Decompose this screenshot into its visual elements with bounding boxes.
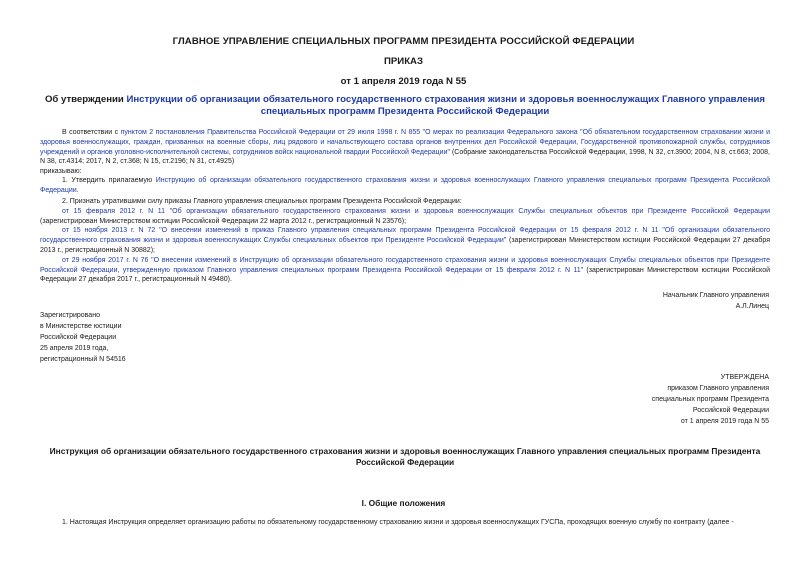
- decree-link[interactable]: пунктом 2 постановления Правительства Российской Федерации от 29 июля 1998 г. N 855 "О мерах по реализации Федерального закона "Об обязательном государственном страховании жизни и здоровья военнослужащих, граждан, призванных на военные сборы, лиц рядового и начальствующего состава органов внутренних дел Российской Федерации, Государственной противопожарной службы, сотрудников учреждений и органов уголовно-исполнительной системы, сотрудников войск национальной гвардии Российской Федерации": [40, 129, 771, 156]
- registration-line: регистрационный N 54516: [40, 356, 126, 363]
- item-1-paragraph: [40, 176, 770, 196]
- document-type: ПРИКАЗ: [384, 56, 423, 67]
- item-2-b: [40, 226, 770, 255]
- item-1: [40, 176, 770, 196]
- organization-heading: ГЛАВНОЕ УПРАВЛЕНИЕ СПЕЦИАЛЬНЫХ ПРОГРАММ ПРЕЗИДЕНТА РОССИЙСКОЙ ФЕДЕРАЦИИ: [172, 36, 635, 47]
- order-2012-link[interactable]: от 15 февраля 2012 г. N 11 "Об организации обязательного государственного страхования жизни и здоровья военнослужащих Службы специальных объектов при Президенте Российской Федерации: [62, 207, 770, 215]
- item-1-text: 1. Утвердить прилагаемую: [62, 177, 156, 184]
- instruction-title: Инструкция об организации обязательного государственного страхования жизни и здоровья военнослужащих Главного управления специальных программ Президента Российской Федерации: [49, 446, 761, 467]
- approved-line: приказом Главного управления: [667, 385, 769, 392]
- item-2-intro: 2. Признать утратившими силу приказы Главного управления специальных программ Президента Российской Федерации:: [62, 198, 462, 205]
- approval-stamp: [652, 372, 769, 427]
- registration-line: Зарегистрировано: [40, 312, 100, 319]
- section-heading: I. Общие положения: [361, 498, 446, 508]
- instruction-paragraph-1: 1. Настоящая Инструкция определяет организацию работы по обязательному государственному страхованию жизни и здоровья военнослужащих ГУСПа, проходящих военную службу по контракту (далее -: [62, 519, 734, 526]
- registration-line: Российской Федерации: [40, 334, 117, 341]
- item-2-c: [40, 256, 770, 285]
- preamble-source: (Собрание законодательства Российской Федерации, 1998, N 32, ст.3900; 2004, N 8, ст.663; 2008, N 38, ст.4314; 2017, N 2, ст.368; N 15, ст.2196; N 31, ст.4925): [40, 148, 770, 166]
- order-2017-registration: (зарегистрирован Министерством юстиции Российской Федерации 27 декабря 2017 г., регистрационный N 49480).: [40, 266, 770, 284]
- preamble: [40, 128, 770, 177]
- preamble-paragraph: [40, 128, 770, 167]
- order-title-prefix: Об утверждении: [44, 94, 127, 105]
- signer-position: Начальник Главного управления: [662, 292, 769, 299]
- approved-line: УТВЕРЖДЕНА: [720, 374, 769, 381]
- approved-line: специальных программ Президента: [651, 396, 769, 403]
- approved-line: от 1 апреля 2019 года N 55: [680, 418, 769, 425]
- approved-line: Российской Федерации: [692, 407, 769, 414]
- registration-block: [40, 310, 126, 365]
- registration-line: в Министерстве юстиции: [40, 323, 122, 330]
- signer-name: А.Л.Линец: [735, 303, 769, 310]
- item-2-a: [40, 207, 770, 227]
- order-title: [40, 94, 770, 117]
- item-1-instruction-link[interactable]: Инструкцию об организации обязательного государственного страхования жизни и здоровья военнослужащих Главного управления специальных программ Президента Российской Федерации: [40, 177, 771, 194]
- order-2013-registration: (зарегистрирован Министерством юстиции Российской Федерации 27 декабря 2013 г., регистрационный N 30882);: [40, 237, 770, 254]
- order-2012-registration: (зарегистрирован Министерством юстиции Российской Федерации 22 марта 2012 г., регистрационный N 23576);: [40, 217, 407, 225]
- order-word: приказываю:: [40, 168, 82, 176]
- signature-block: [663, 290, 769, 312]
- registration-line: 25 апреля 2019 года,: [40, 345, 109, 352]
- instruction-link[interactable]: Инструкции об организации обязательного государственного страхования жизни и здоровья военнослужащих Главного управления специальных программ Президента Российской Федерации: [126, 94, 766, 117]
- preamble-text: В соответствии с: [62, 129, 121, 136]
- item-2: [40, 197, 770, 285]
- order-2013-link[interactable]: от 15 ноября 2013 г. N 72 "О внесении изменений в приказ Главного управления специальных программ Президента Российской Федерации от 15 февраля 2012 г. N 11 "Об организации обязательного государственного страхования жизни и здоровья военнослужащих Службы специальных объектов при Президенте Российской Федерации": [40, 227, 770, 245]
- order-date: от 1 апреля 2019 года N 55: [340, 76, 467, 87]
- order-2017-link[interactable]: от 29 ноября 2017 г. N 76 "О внесении изменений в Инструкцию об организации обязательного государственного страхования жизни и здоровья военнослужащих Службы специальных объектов при Президенте Российской Федерации, утвержденную приказом Главного управления специальных программ Президента Российской Федерации от 15 февраля 2012 г. N 11": [40, 256, 770, 274]
- item-1-end: .: [76, 186, 79, 194]
